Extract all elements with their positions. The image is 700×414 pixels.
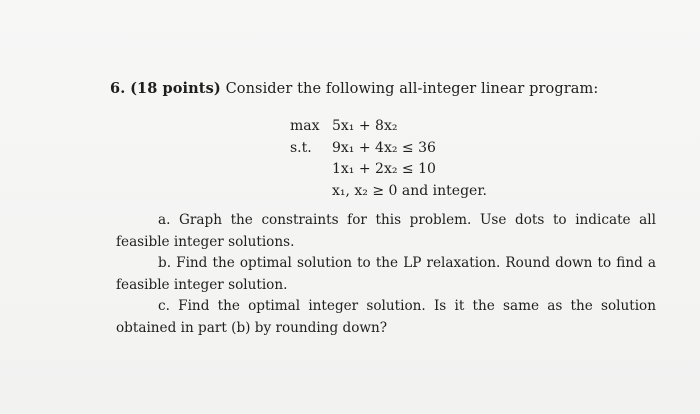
constraint-row bbox=[290, 181, 487, 203]
objective-row bbox=[290, 116, 487, 138]
constraint-expression: 1x₁ + 2x₂ ≤ 10 bbox=[332, 161, 436, 177]
part-letter: a. bbox=[158, 212, 171, 228]
question-number: 6. bbox=[110, 80, 126, 97]
objective-expression: 5x₁ + 8x₂ bbox=[332, 118, 398, 134]
question-header bbox=[110, 80, 598, 97]
row-label: s.t. bbox=[290, 139, 312, 156]
part-b bbox=[116, 253, 656, 296]
question-points: (18 points) bbox=[130, 80, 221, 97]
question-prompt: Consider the following all-integer linear program: bbox=[225, 81, 599, 97]
linear-program bbox=[290, 116, 487, 202]
constraint-expression: 9x₁ + 4x₂ ≤ 36 bbox=[332, 139, 436, 156]
part-letter: b. bbox=[158, 255, 172, 271]
row-label bbox=[290, 181, 332, 203]
part-a bbox=[116, 210, 656, 253]
question-parts bbox=[116, 210, 656, 339]
part-text: Find the optimal integer solution. Is it the same as the solution obtained in part (b) by rounding down? bbox=[116, 298, 656, 336]
part-letter: c. bbox=[158, 298, 170, 314]
row-label bbox=[290, 159, 332, 181]
constraint-row bbox=[290, 159, 487, 181]
row-label: max bbox=[290, 118, 320, 134]
part-text: Graph the constraints for this problem. Use dots to indicate all feasible integer solutions. bbox=[116, 212, 656, 250]
constraint-row bbox=[290, 138, 487, 160]
part-c bbox=[116, 296, 656, 339]
nonnegativity-expression: x₁, x₂ ≥ 0 and integer. bbox=[332, 182, 487, 199]
part-text: Find the optimal solution to the LP relaxation. Round down to find a feasible integer solution. bbox=[116, 255, 656, 293]
